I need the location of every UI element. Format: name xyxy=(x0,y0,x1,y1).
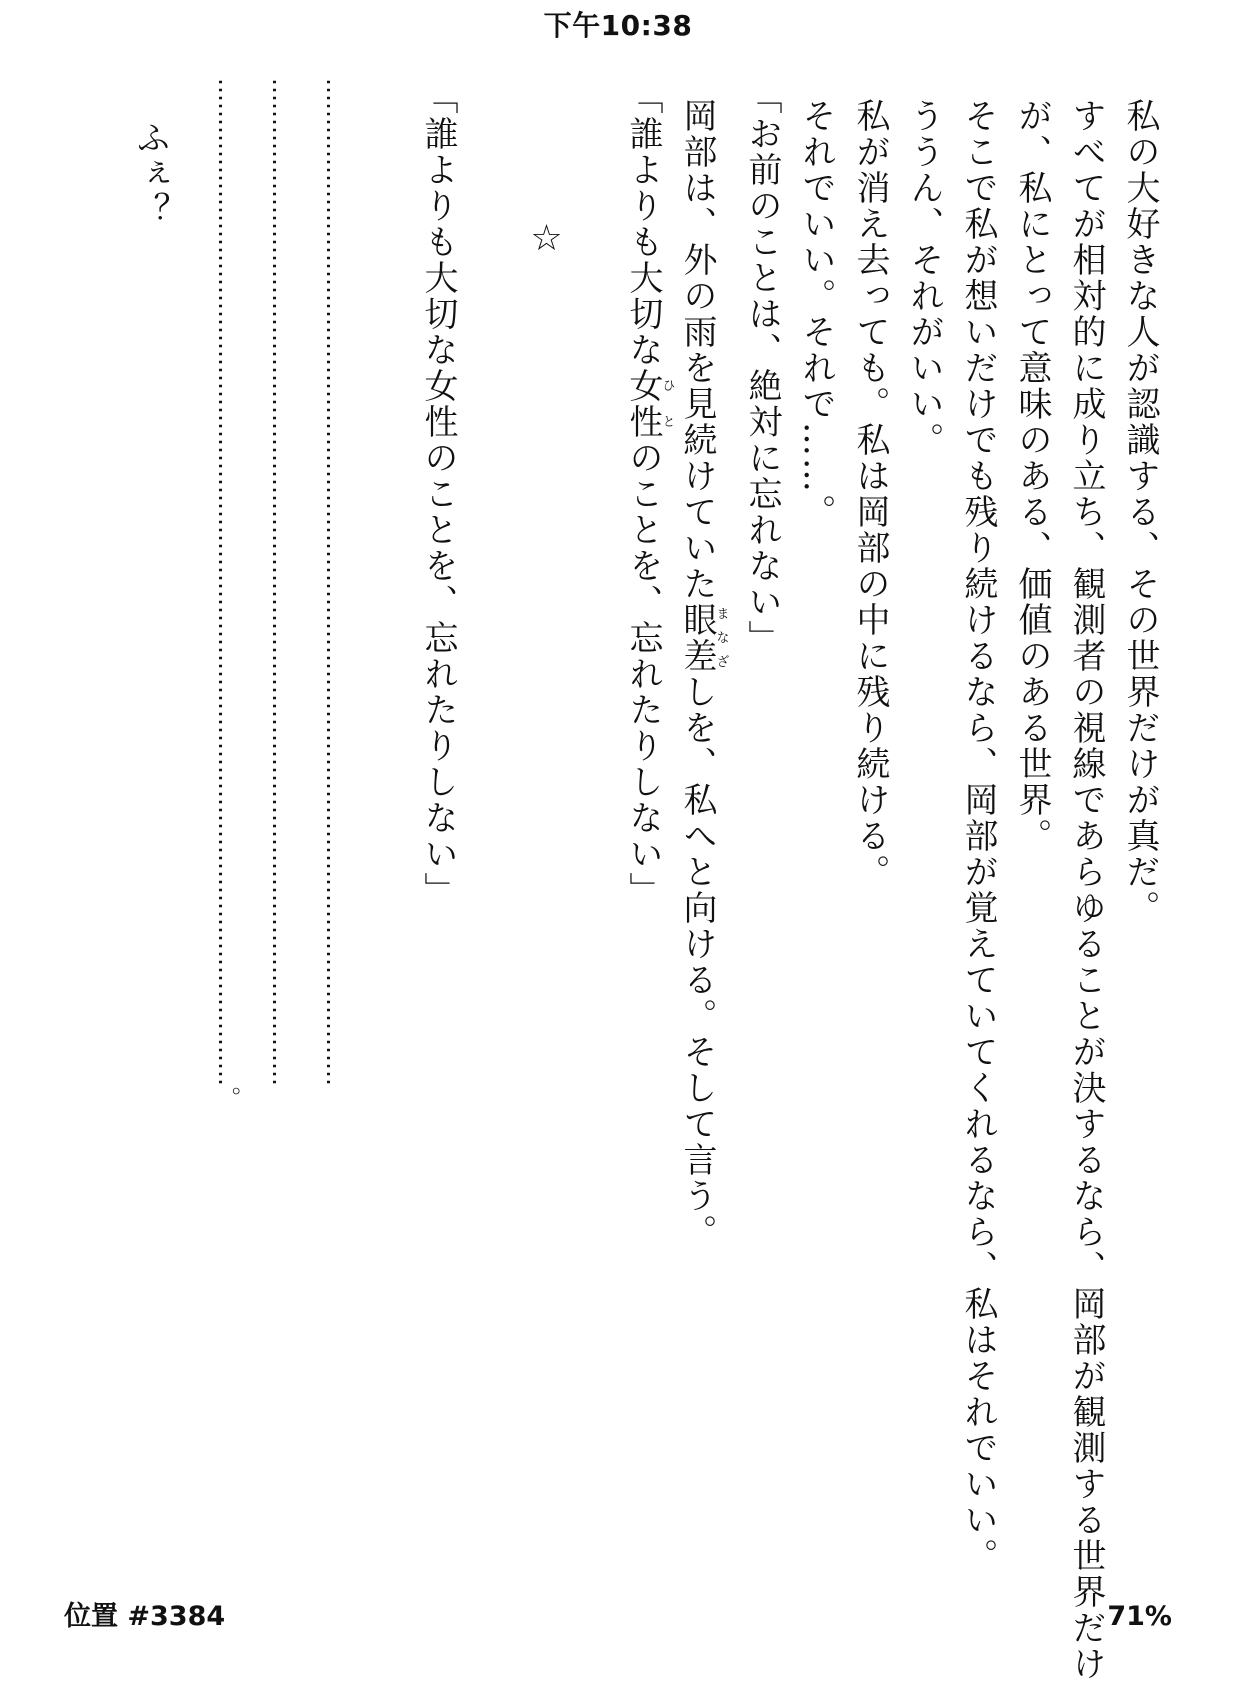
text-line: すべてが相対的に成り立ち、観測者の視線であらゆることが決するなら、岡部が観測する世界だけ xyxy=(1066,98,1106,1682)
text-line: ふぇ？ xyxy=(130,120,170,228)
ruby-line-before: 岡部は、外の雨を見続けていた xyxy=(677,98,717,602)
text-line: 私の大好きな人が認識する、その世界だけが真だ。 xyxy=(1120,98,1160,926)
ruby-line-before: 「誰よりも大切な xyxy=(623,80,663,368)
ellipsis-line: ……………………………………………………………………………………………………………… xyxy=(321,78,349,1086)
ruby-line-after: のことを、忘れたりしない」 xyxy=(623,440,663,908)
location-indicator: 位置 #3384 xyxy=(64,1601,226,1632)
text-line: が、私にとって意味のある、価値のある世界。 xyxy=(1012,98,1052,854)
ruby-base: 眼差 xyxy=(677,602,717,674)
ruby-reading: まなざ xyxy=(713,602,729,674)
status-time: 下午10:38 xyxy=(543,9,693,42)
ruby-base: 女性 xyxy=(623,368,663,440)
section-break-star: ☆ xyxy=(526,218,567,261)
ruby-annotation xyxy=(623,368,675,440)
ellipsis-line: ……………………………………………………………………………………………………………… xyxy=(267,78,295,1086)
ruby-reading: ひと xyxy=(659,368,675,440)
dialogue-line: 「誰よりも大切な女性のことを、忘れたりしない」 xyxy=(418,80,458,908)
ruby-annotation xyxy=(677,602,729,674)
ruby-line-after: しを、私へと向ける。そして言う。 xyxy=(677,674,717,1250)
text-line: それでいい。それで……。 xyxy=(796,98,836,530)
text-line: ううん、それがいい。 xyxy=(904,98,944,458)
dialogue-line-with-ruby xyxy=(623,80,674,908)
ellipsis-line: ………………………………………………………………………………………………………………。 xyxy=(213,78,241,1110)
text-line: 私が消え去っても。私は岡部の中に残り続ける。 xyxy=(850,98,890,890)
text-line-with-ruby xyxy=(677,98,728,1250)
progress-percent: 71% xyxy=(1107,1601,1172,1632)
text-line: そこで私が想いだけでも残り続けるなら、岡部が覚えていてくれるなら、私はそれでいい。 xyxy=(958,98,998,1574)
dialogue-line: 「お前のことは、絶対に忘れない」 xyxy=(742,80,782,656)
